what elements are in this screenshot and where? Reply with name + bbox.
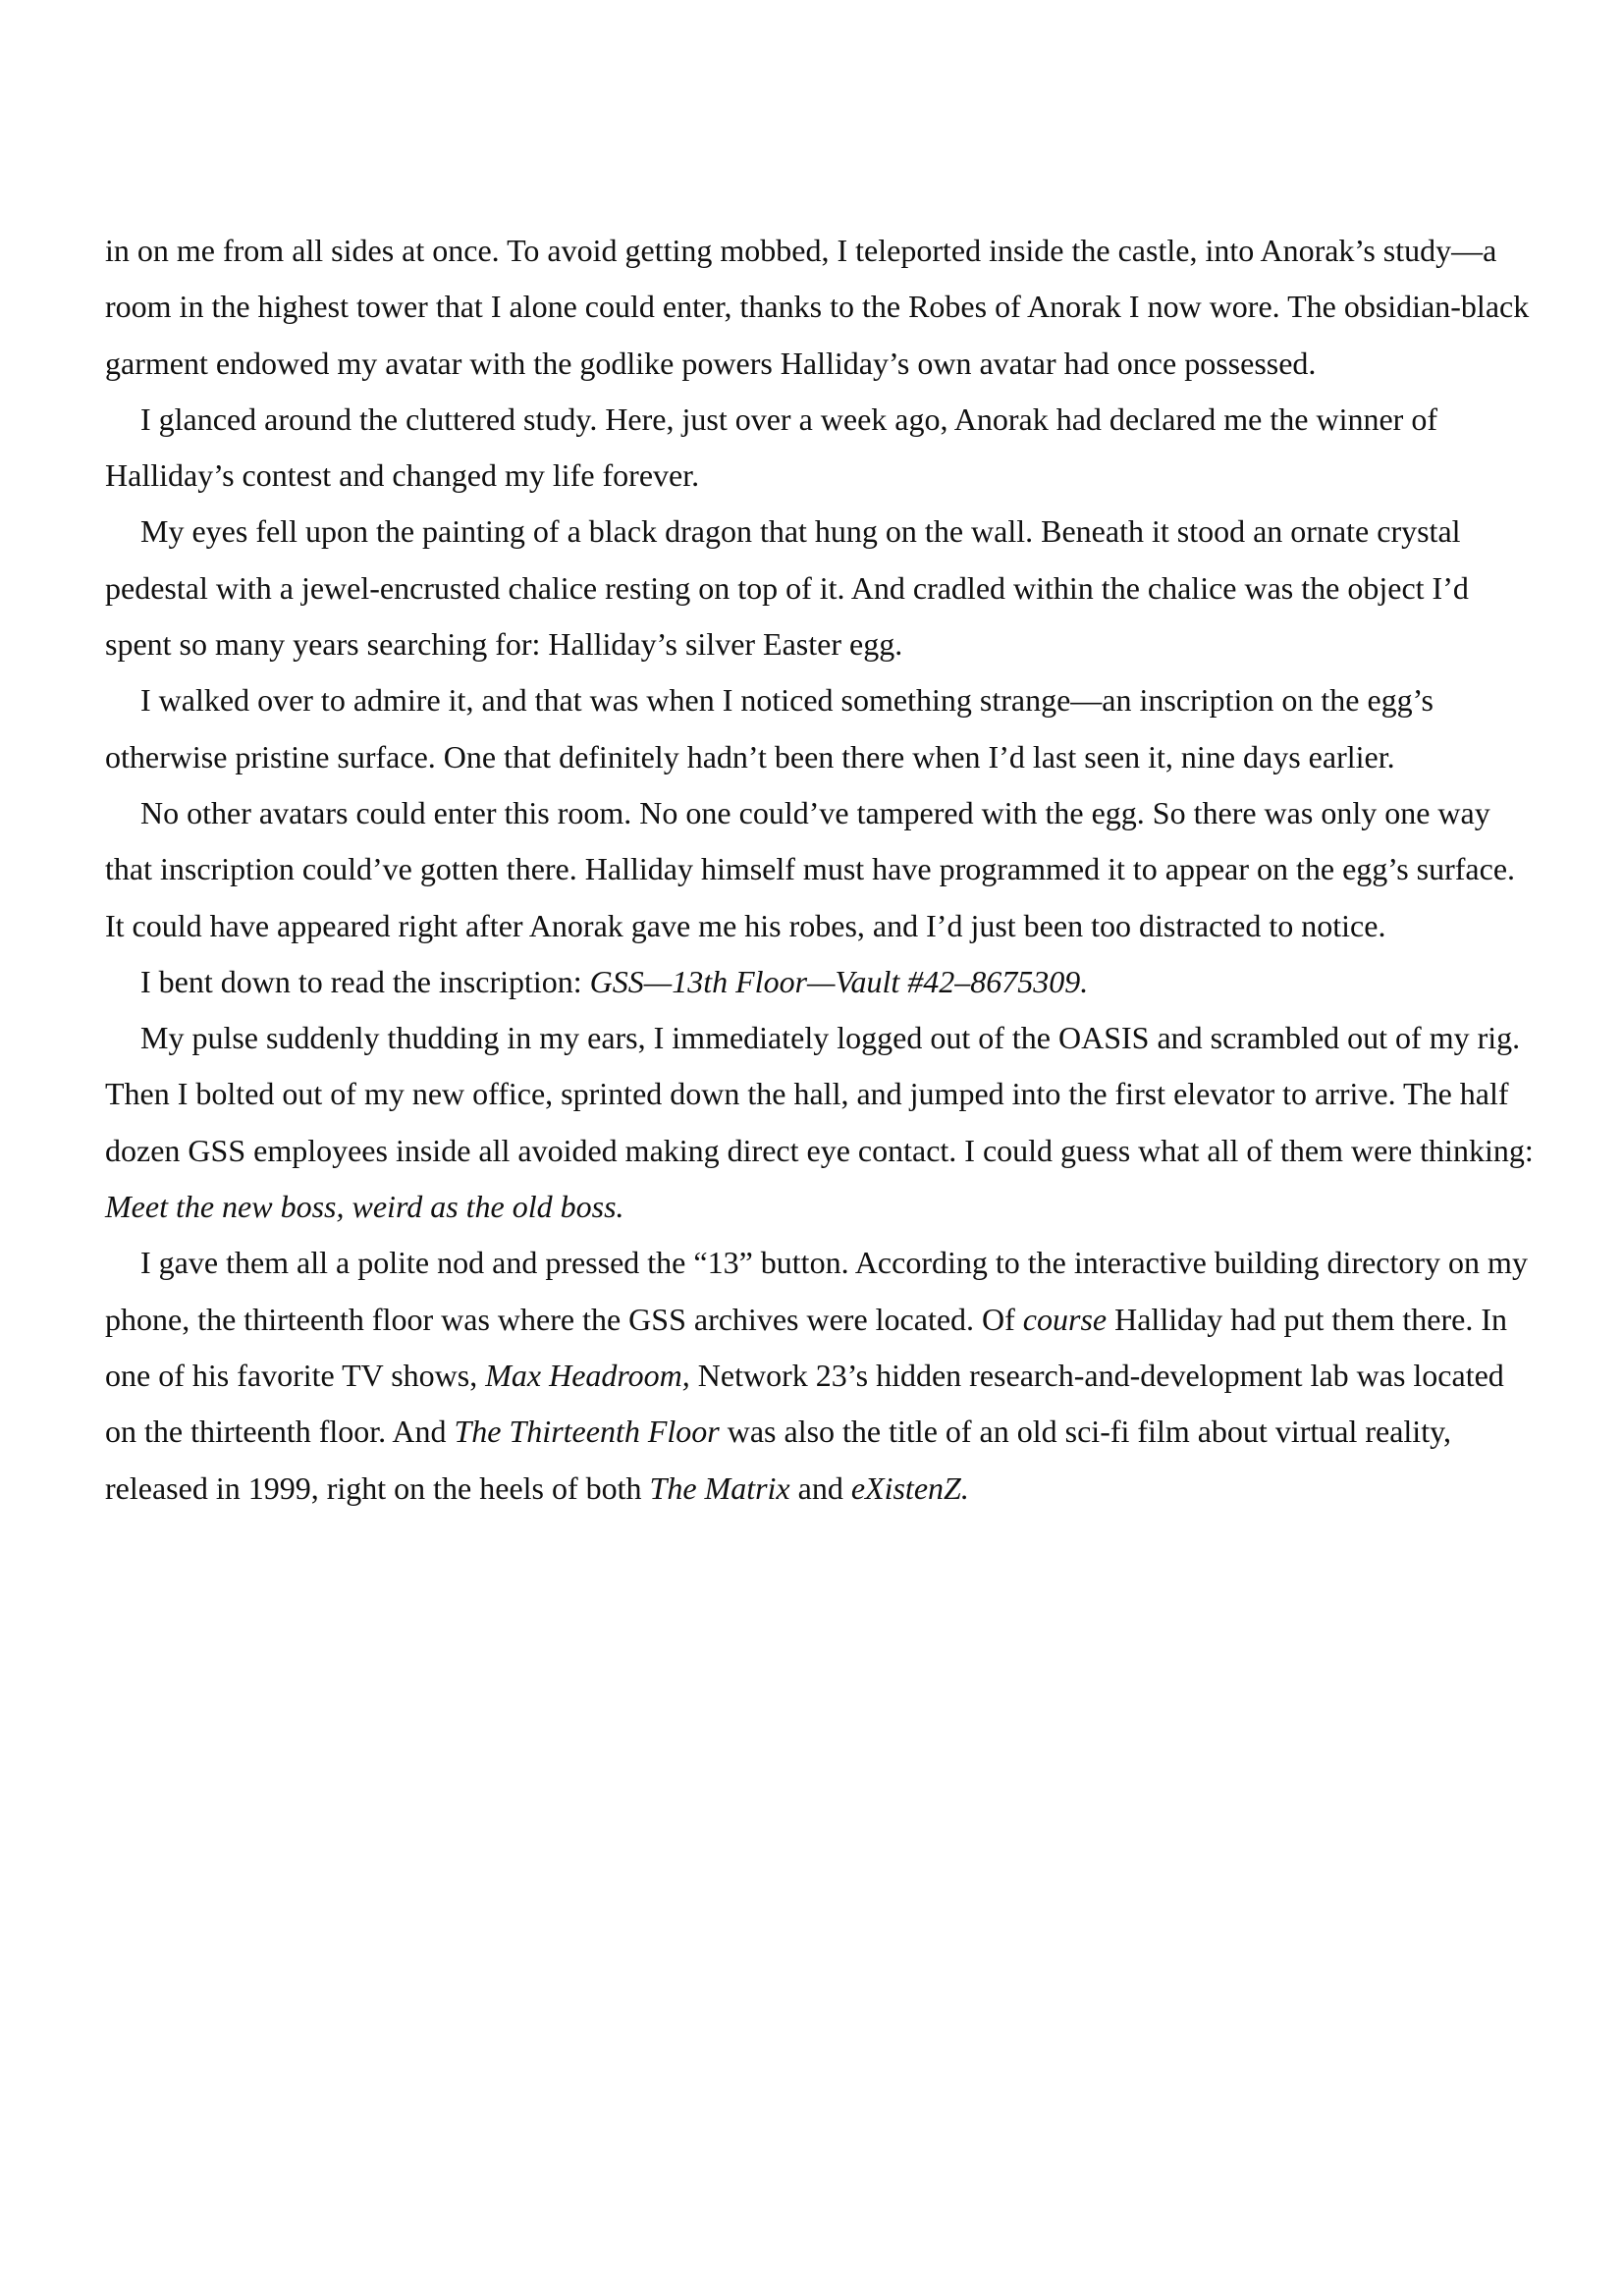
text-run: I walked over to admire it, and that was when I noticed something strange—an inscription on the egg’s otherwise pristine surface. One that definitely hadn’t been there when I’d last seen it, nine days earlier. — [105, 682, 1434, 774]
text-run: Halliday had put them there. In one of his favorite TV shows, — [105, 1301, 1507, 1393]
text-run: My eyes fell upon the painting of a black dragon that hung on the wall. Beneath it stood an ornate crystal pedestal with a jewel-encrusted chalice resting on top of it. And cradled within the chalice was the object I’d spent so many years searching for: Halliday’s silver Easter egg. — [105, 513, 1469, 663]
text-run: Network 23’s hidden research-and-development lab was located on the thirteenth floor. And — [105, 1357, 1504, 1450]
paragraph-8 — [105, 1235, 1534, 1516]
paragraph-6 — [105, 954, 1534, 1010]
italic-thought: Meet the new boss, weird as the old boss. — [105, 1189, 624, 1225]
italic-title: The Matrix — [649, 1469, 790, 1506]
text-run: I bent down to read the inscription: — [140, 963, 590, 999]
text-run: No other avatars could enter this room. No one could’ve tampered with the egg. So there was only one way that inscription could’ve gotten there. Halliday himself must have programmed it to appear on the egg’s surface. It could have appeared right after Anorak gave me his robes, and I’d just been too distracted to notice. — [105, 794, 1516, 943]
paragraph-1 — [105, 223, 1534, 392]
paragraph-7 — [105, 1010, 1534, 1235]
text-run: was also the title of an old sci-fi film about virtual reality, released in 1999, right on the heels of both — [105, 1414, 1451, 1506]
italic-title: Max Headroom, — [485, 1357, 690, 1393]
inscription-text: GSS—13th Floor—Vault #42–8675309. — [589, 963, 1089, 999]
page-body — [105, 223, 1534, 1517]
italic-title: The Thirteenth Floor — [454, 1414, 720, 1450]
paragraph-5 — [105, 785, 1534, 954]
italic-emphasis: course — [1022, 1301, 1108, 1337]
paragraph-3 — [105, 504, 1534, 672]
text-run: I gave them all a polite nod and pressed the “13” button. According to the interactive building directory on my phone, the thirteenth floor was where the GSS archives were located. Of — [105, 1245, 1528, 1337]
text-run: and — [789, 1469, 851, 1506]
paragraph-2 — [105, 392, 1534, 505]
italic-title: eXistenZ. — [850, 1469, 969, 1506]
text-run: My pulse suddenly thudding in my ears, I immediately logged out of the OASIS and scrambled out of my rig. Then I bolted out of my new office, sprinted down the hall, and jumped into the first elevator to arrive. The half dozen GSS employees inside all avoided making direct eye contact. I could guess what all of them were thinking: — [105, 1020, 1534, 1168]
paragraph-4 — [105, 672, 1534, 785]
text-run: in on me from all sides at once. To avoid getting mobbed, I teleported inside the castle, into Anorak’s study—a room in the highest tower that I alone could enter, thanks to the Robes of Anorak I now wore. The obsidian-black garment endowed my avatar with the godlike powers Halliday’s own avatar had once possessed. — [105, 233, 1530, 381]
text-run: I glanced around the cluttered study. Here, just over a week ago, Anorak had declared me the winner of Halliday’s contest and changed my life forever. — [105, 400, 1437, 494]
